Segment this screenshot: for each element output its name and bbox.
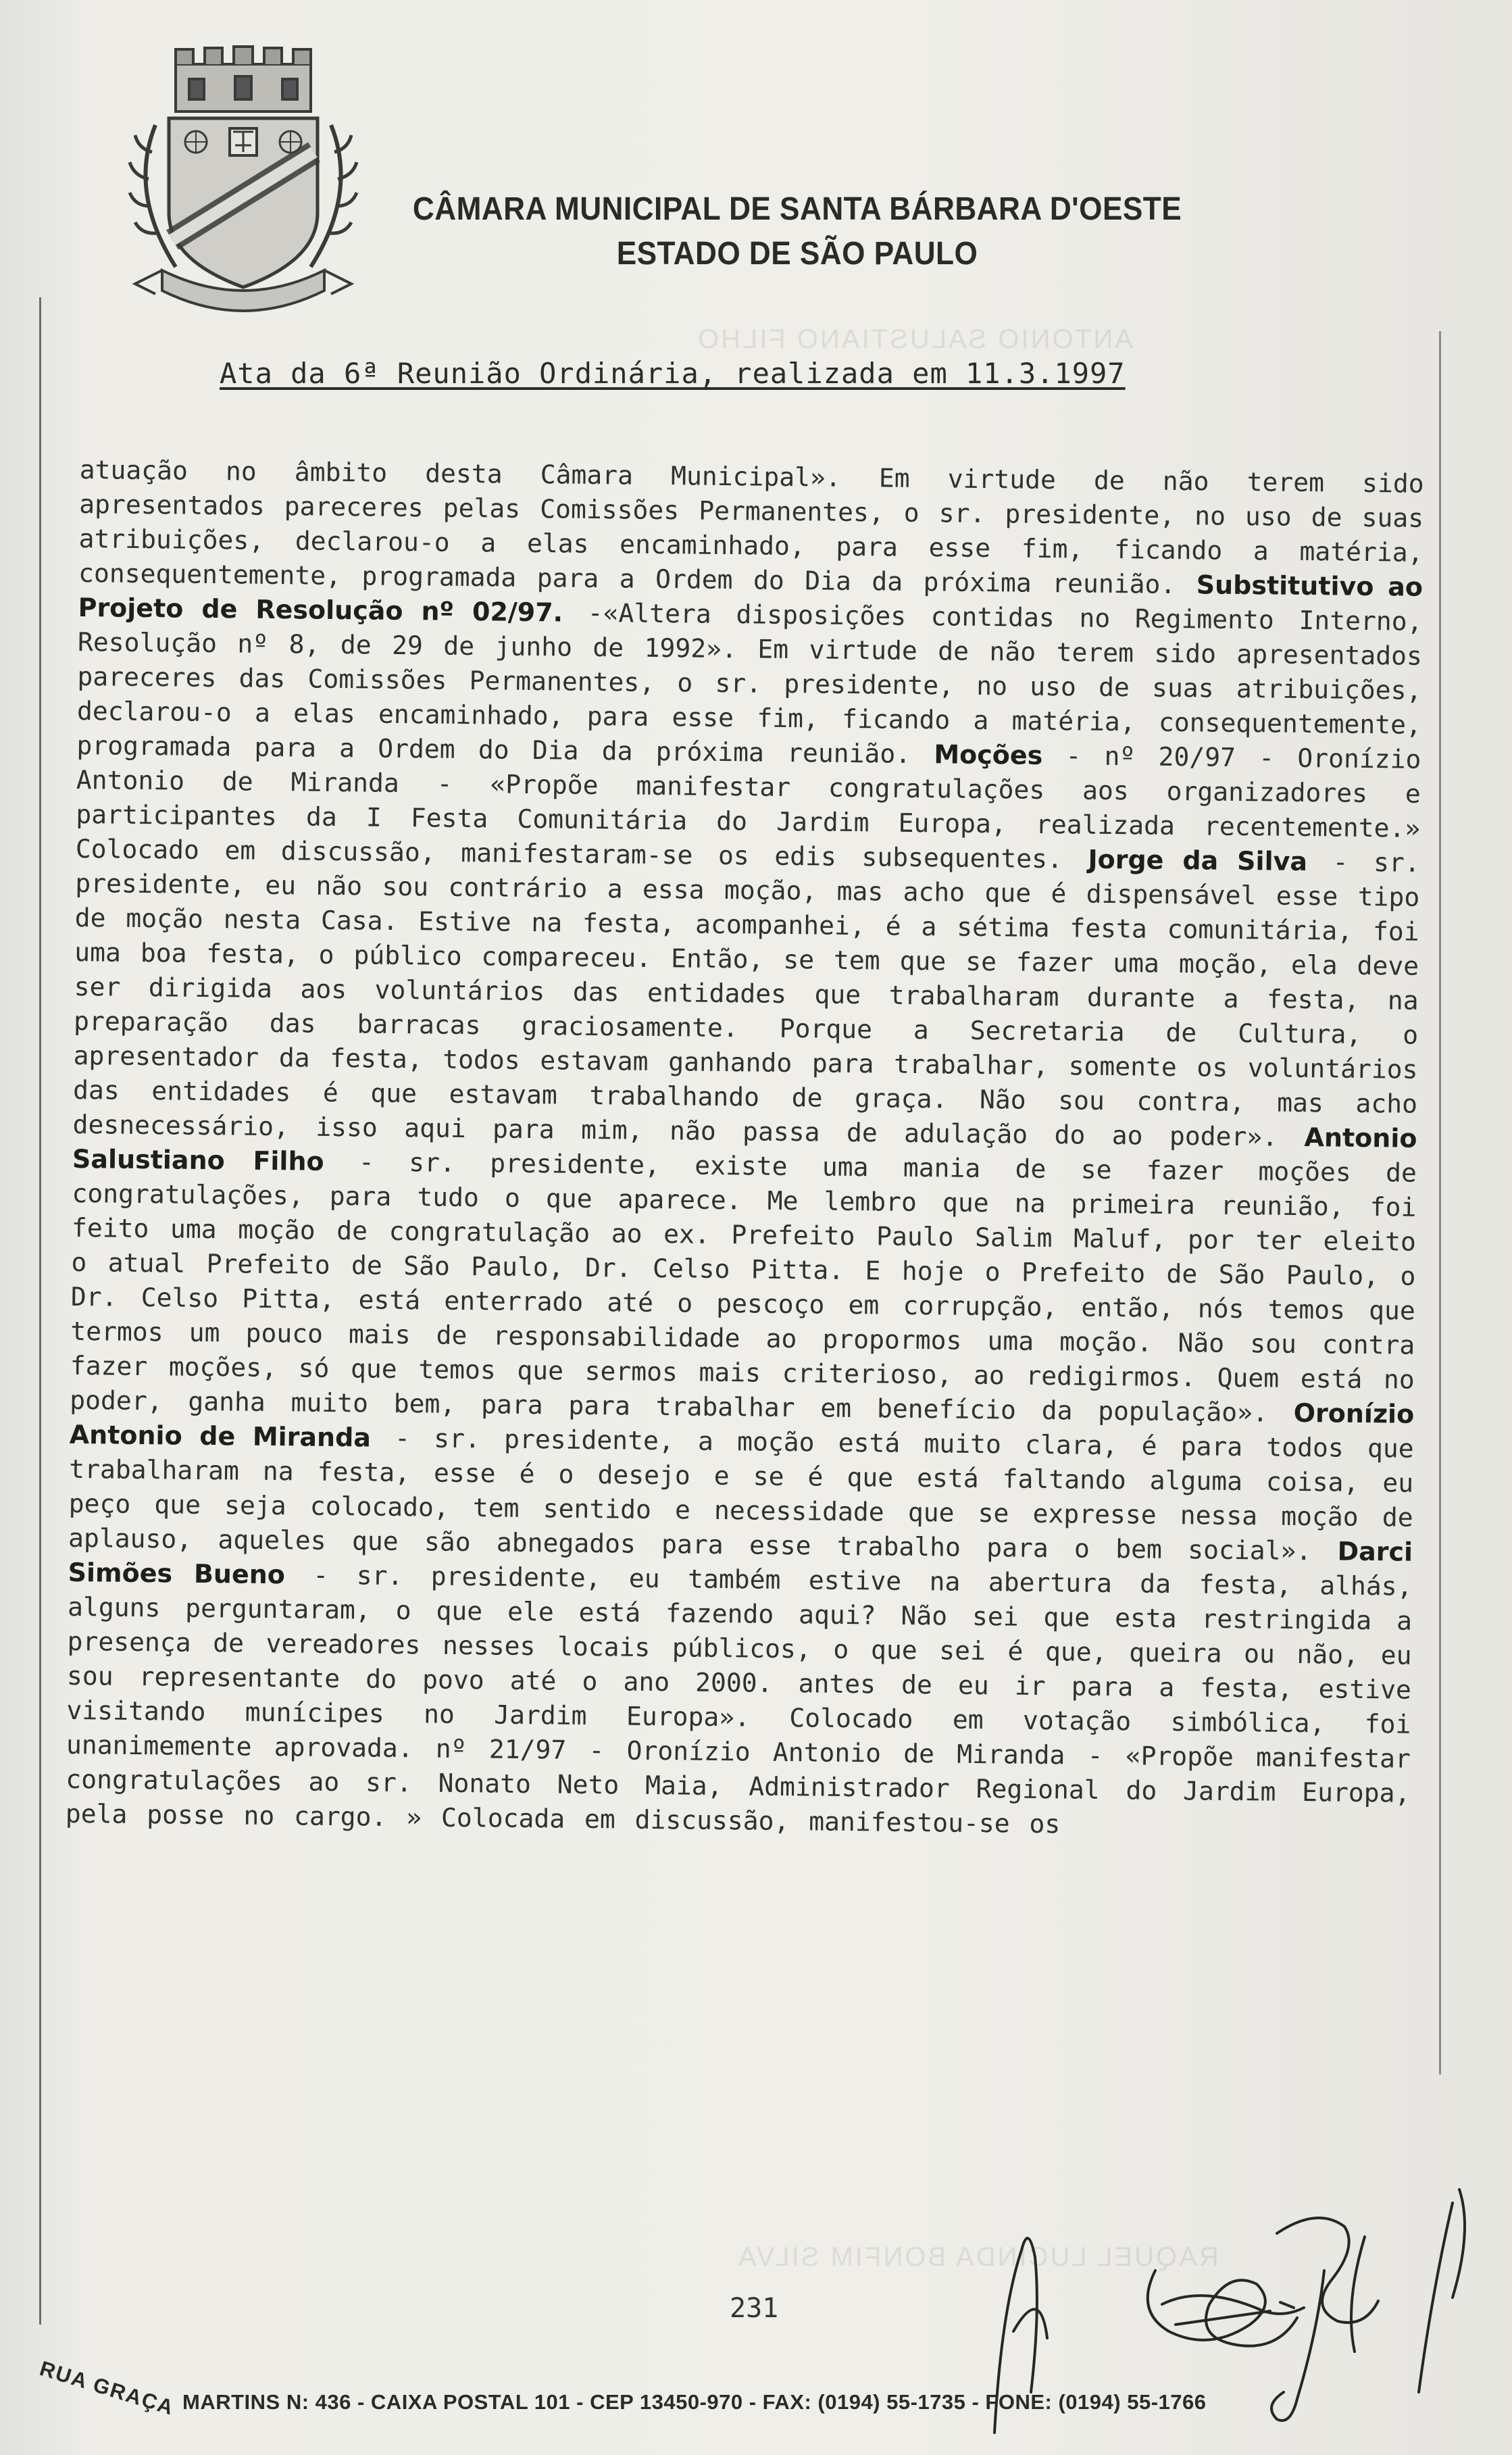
- bold-heading-segment: Substitutivo ao Projeto de Resolução nº 02/97.: [78, 570, 1423, 628]
- page-number: 231: [730, 2293, 779, 2324]
- text-segment: -«Altera disposições contidas no Regimento Interno, Resolução nº 8, de 29 de junho de 1992». Em virtude de não terem sido apresentados pareceres das Comissões Permanentes, o sr. presidente, no uso de suas atribuições, declarou-o a elas encaminhado, para esse fim, ficando a matéria, consequentemente, programada para a Ordem do Dia da próxima reunião.: [76, 597, 1423, 770]
- minutes-title: Ata da 6ª Reunião Ordinária, realizada em 11.3.1997: [220, 357, 1126, 390]
- left-margin-rule: [39, 297, 41, 2325]
- chamber-name-heading: CÂMARA MUNICIPAL DE SANTA BÁRBARA D'OESTE: [412, 191, 1182, 227]
- text-segment: - sr. presidente, eu não sou contrário a essa moção, mas acho que é dispensável esse tipo de moção nesta Casa. Estive na festa, acompanhei, é a sétima festa comunitária, foi uma boa festa, o público compareceu. Então, se tem que se fazer uma moção, ela deve ser dirigida aos voluntários das entidades que trabalharam durante a festa, na preparação das barracas graciosamente. Porque a Secretaria de Cultura, o apresentador da festa, todos estavam ganhando para trabalhar, somente os voluntários das entidades é que estavam trabalhando de graça. Não sou contra, mas acho desnecessário, isso aqui para mim, não passa de adulação do ao poder».: [72, 847, 1420, 1153]
- footer-address: [36, 2356, 1490, 2443]
- text-segment: atuação no âmbito desta Câmara Municipal». Em virtude de não terem sido apresentados pareceres pelas Comissões Permanentes, o sr. presidente, no uso de suas atribuições, declarou-o a elas encaminhado, para esse fim, ficando a matéria, consequentemente, programada para a Ordem do Dia da próxima reunião.: [78, 454, 1424, 600]
- footer-contact-line: MARTINS N: 436 - CAIXA POSTAL 101 - CEP 13450-970 - FAX: (0194) 55-1735 - FONE: (0194) 55-1766: [182, 2390, 1207, 2414]
- bleed-through-name-bottom: RAQUEL LUCINDA BONFIM SILVA: [736, 2242, 1219, 2272]
- text-segment: - nº 20/97 - Oronízio Antonio de Miranda - «Propõe manifestar congratulações aos organizadores e participantes da I Festa Comunitária do Jardim Europa, realizada recentemente.» Colocado em discussão, manifestaram-se os edis subsequentes.: [75, 740, 1421, 874]
- right-margin-rule: [1439, 331, 1441, 2075]
- bold-heading-segment: Moções: [934, 739, 1043, 770]
- text-segment: - sr. presidente, existe uma mania de se fazer moções de congratulações, para tudo o que aparece. Me lembro que na primeira reunião, foi feito uma moção de congratulação ao ex. Prefeito Paulo Salim Maluf, por ter eleito o atual Prefeito de São Paulo, Dr. Celso Pitta. E hoje o Prefeito de São Paulo, o Dr. Celso Pitta, está enterrado até o pescoço em corrupção, então, nós temos que termos um pouco mais de responsabilidade ao propormos uma moção. Não sou contra fazer moções, só que temos que sermos mais criterioso, ao redigirmos. Quem está no poder, ganha muito bem, para para trabalhar em benefício da população».: [70, 1146, 1417, 1428]
- municipal-crest-icon: [115, 37, 372, 321]
- text-segment: - sr. presidente, eu também estive na abertura da festa, alhás, alguns perguntaram, o que ele está fazendo aqui? Não sei que esta restringida a presença de vereadores nesses locais públicos, o que sei é que, queira ou não, eu sou representante do povo até o ano 2000. antes de eu ir para a festa, estive visitando munícipes no Jardim Europa». Colocado em votação simbólica, foi unanimemente aprovada. nº 21/97 - Oronízio Antonio de Miranda - «Propõe manifestar congratulações ao sr. Nonato Neto Maia, Administrador Regional do Jardim Europa, pela posse no cargo. » Colocada em discussão, manifestou-se os: [65, 1560, 1413, 1839]
- footer-street-label: RUA GRAÇA: [36, 2356, 178, 2420]
- bleed-through-name-top: ANTONIO SALUSTIANO FILHO: [696, 324, 1133, 354]
- bold-heading-segment: Antonio Salustiano Filho: [72, 1122, 1417, 1176]
- bold-heading-segment: Jorge da Silva: [1088, 844, 1308, 877]
- minutes-body-text: [66, 453, 1424, 1845]
- state-name-heading: ESTADO DE SÃO PAULO: [616, 236, 978, 272]
- bold-heading-segment: Oronízio Antonio de Miranda: [69, 1397, 1415, 1453]
- bold-heading-segment: Darci Simões Bueno: [68, 1536, 1413, 1590]
- text-segment: - sr. presidente, a moção está muito clara, é para todos que trabalharam na festa, esse é o desejo e se é que está faltando alguma coisa, eu peço que seja colocado, tem sentido e necessidade que se expresse nessa moção de aplauso, aqueles que são abnegados para esse trabalho para o bem social».: [68, 1422, 1414, 1566]
